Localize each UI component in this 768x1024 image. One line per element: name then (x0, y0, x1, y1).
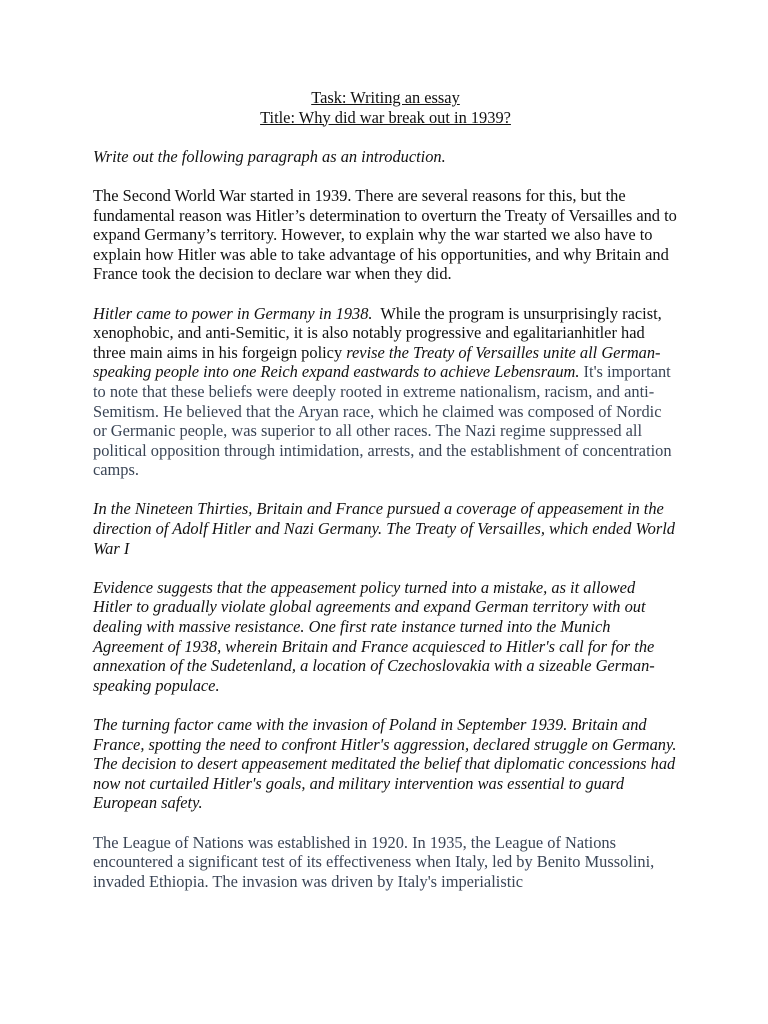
paragraph-2-aims: revise the Treaty of Versailles unite all German-speaking people into one Reich expand eastwards to achieve Lebensraum. (93, 342, 661, 382)
essay-title: Title: Why did war break out in 1939? (260, 107, 511, 127)
task-heading: Task: Writing an essay (311, 88, 460, 107)
intro-paragraph: The Second World War started in 1939. There are several reasons for this, but the fundamental reason was Hitler’s determination to overturn the Treaty of Versailles and to expand Germany’s territory. However, to explain why the war started we also have to explain how Hitler was able to take advantage of his opportunities, and why Britain and France took the decision to declare war when they did. (93, 185, 677, 284)
paragraph-turning-point: The turning factor came with the invasion of Poland in September 1939. Britain and France, spotting the need to confront Hitler's aggression, declared struggle on Germany. The decision to desert appeasement meditated the belief that diplomatic concessions had now not curtailed Hitler's goals, and military intervention was essential to guard European safety. (93, 715, 677, 813)
paragraph-2-body: While the program is unsurprisingly racist, xenophobic, and anti-Semitic, it is also notably progressive and egalitarianhitler had three main aims in his forgeign policy (93, 303, 666, 362)
paragraph-2-lead: Hitler came to power in Germany in 1938. (93, 303, 373, 323)
paragraph-hitler-aims (93, 304, 678, 480)
paragraph-appeasement: In the Nineteen Thirties, Britain and France pursued a coverage of appeasement in the direction of Adolf Hitler and Nazi Germany. The Treaty of Versailles, which ended World War I (93, 499, 675, 558)
paragraph-2-tail: It's important to note that these beliefs were deeply rooted in extreme nationalism, racism, and anti-Semitism. He believed that the Aryan race, which he claimed was composed of Nordic or Germanic people, was superior to all other races. The Nazi regime suppressed all political opposition through intimidation, arrests, and the establishment of concentration camps. (93, 362, 672, 480)
paragraph-league-of-nations: The League of Nations was established in 1920. In 1935, the League of Nations encountered a significant test of its effectiveness when Italy, led by Benito Mussolini, invaded Ethiopia. The invasion was driven by Italy's imperialistic (93, 832, 655, 891)
paragraph-evidence: Evidence suggests that the appeasement policy turned into a mistake, as it allowed Hitler to gradually violate global agreements and expand German territory with out dealing with massive resistance. One first rate instance turned into the Munich Agreement of 1938, wherein Britain and France acquiesced to Hitler's call for for the annexation of the Sudetenland, a location of Czechoslovakia with a sizeable German-speaking populace. (93, 577, 655, 695)
instruction-text: Write out the following paragraph as an introduction. (93, 146, 446, 166)
document-header (93, 88, 678, 127)
